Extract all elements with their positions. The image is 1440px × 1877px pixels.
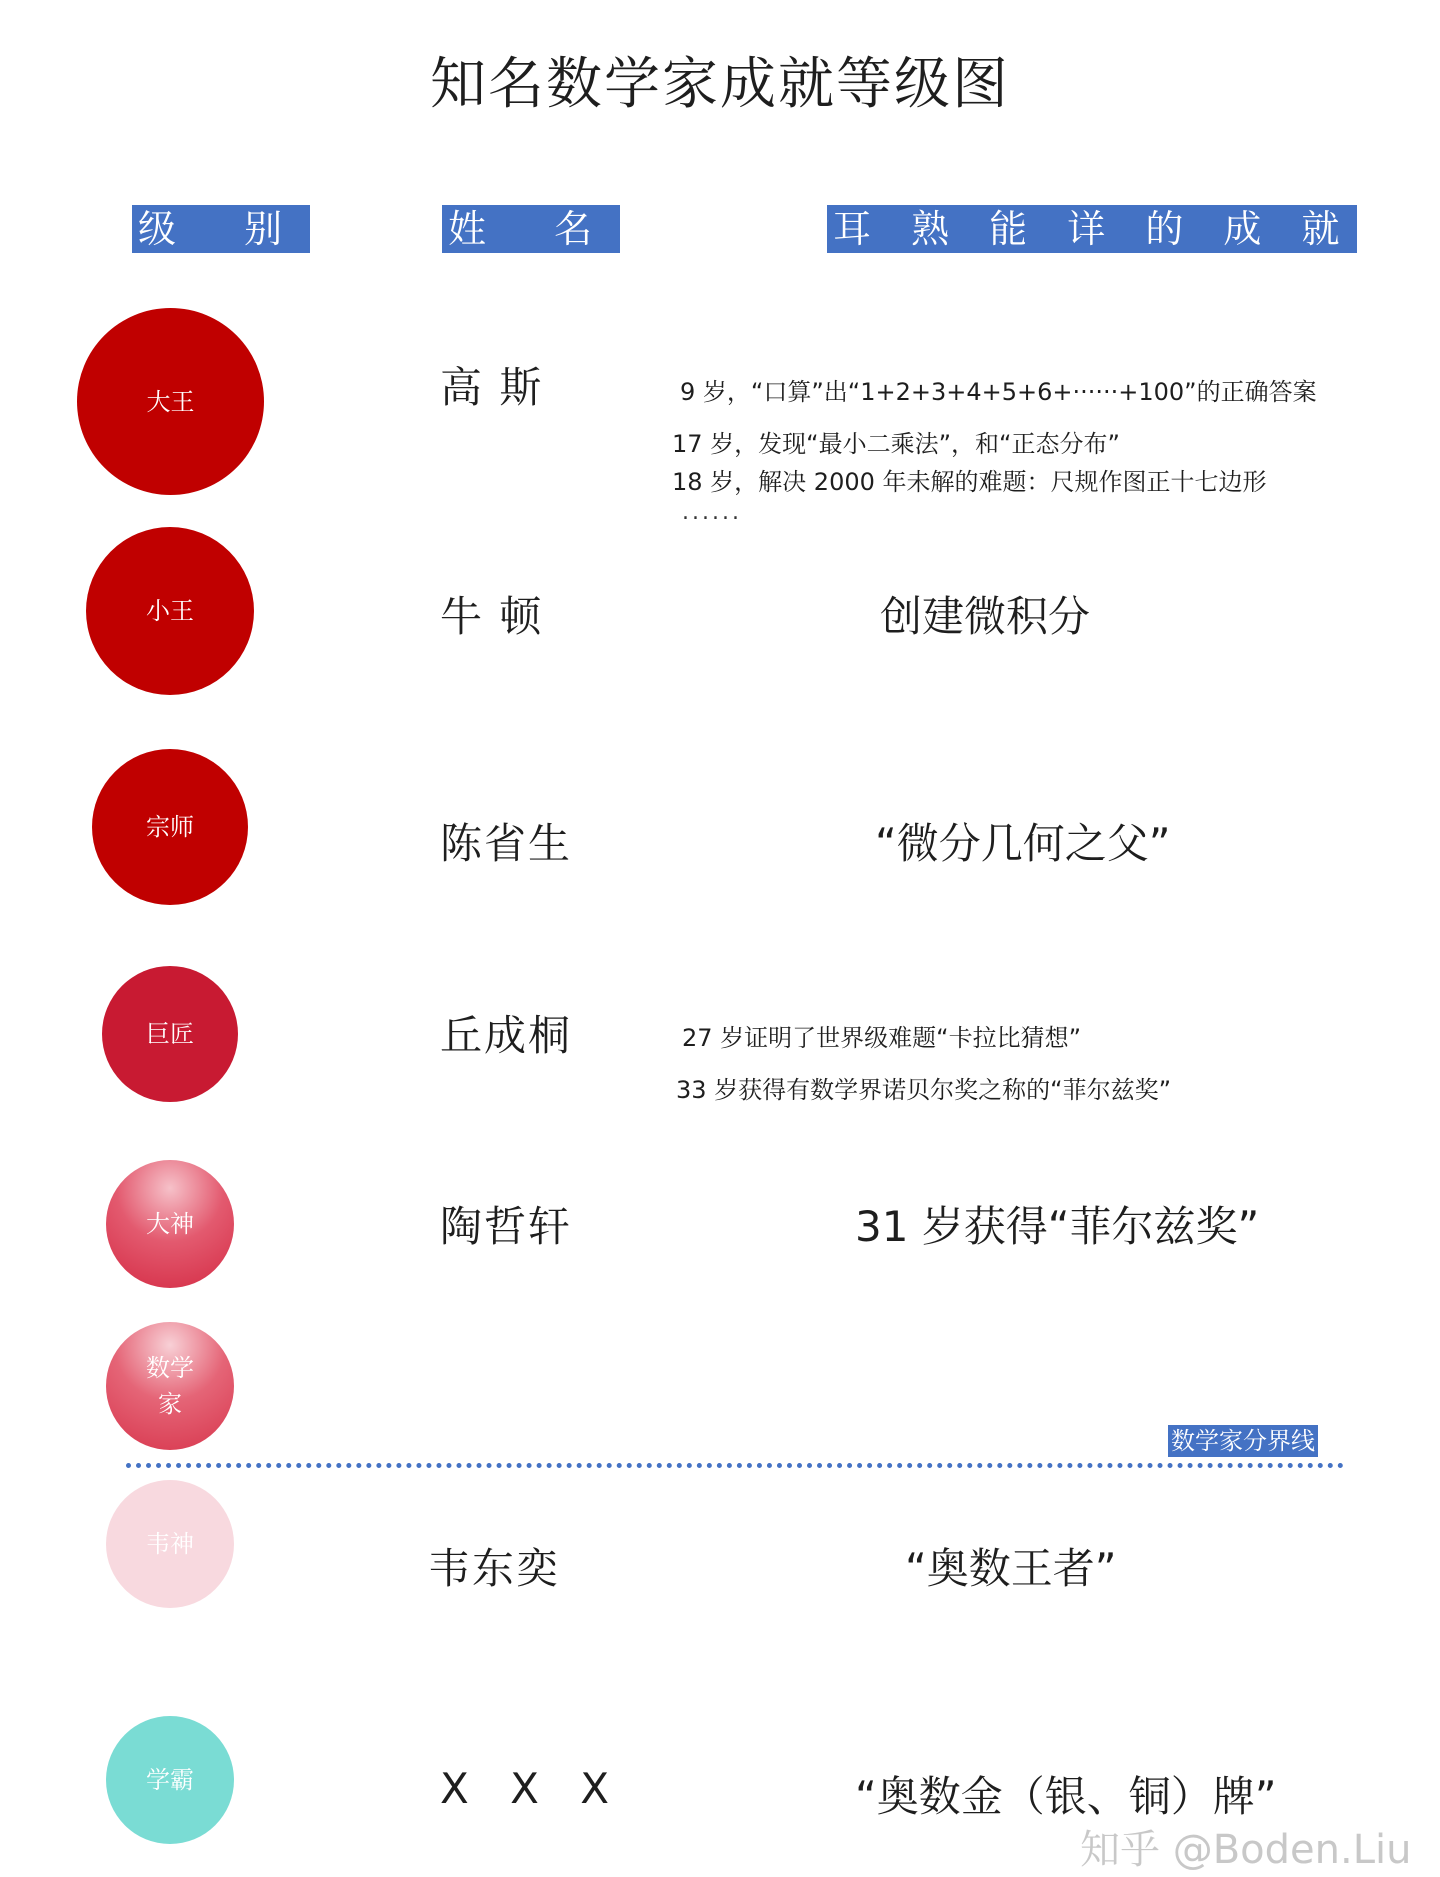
achievement-wei: “奥数王者” <box>905 1544 1117 1593</box>
achievement-gauss-1: 9 岁，“口算”出“1+2+3+4+5+6+······+100”的正确答案 <box>680 378 1317 406</box>
level-circle-shuxuejia-line1: 数学 <box>146 1354 194 1382</box>
header-achievement: 耳 熟 能 详 的 成 就 <box>827 205 1357 253</box>
level-circle-dawang: 大王 <box>77 308 264 495</box>
achievement-tao: 31 岁获得“菲尔兹奖” <box>855 1202 1260 1251</box>
level-circle-dashen: 大神 <box>106 1160 234 1288</box>
level-circle-xueba: 学霸 <box>106 1716 234 1844</box>
name-xxx: X X X <box>440 1764 624 1813</box>
achievement-xxx: “奥数金（银、铜）牌” <box>855 1772 1277 1821</box>
mathematician-divider-line <box>126 1463 1344 1468</box>
page-title: 知名数学家成就等级图 <box>430 52 1010 117</box>
name-newton: 牛 顿 <box>440 592 544 641</box>
header-level: 级 别 <box>132 205 310 253</box>
achievement-gauss-3: 18 岁，解决 2000 年未解的难题：尺规作图正十七边形 <box>672 468 1267 496</box>
divider-label: 数学家分界线 <box>1168 1425 1318 1457</box>
achievement-gauss-2: 17 岁，发现“最小二乘法”，和“正态分布” <box>672 430 1120 458</box>
name-gauss: 高 斯 <box>440 363 544 412</box>
achievement-newton: 创建微积分 <box>880 592 1091 641</box>
header-name: 姓 名 <box>442 205 620 253</box>
achievement-gauss-more: ...... <box>682 500 742 525</box>
watermark: 知乎 @Boden.Liu <box>1080 1827 1412 1873</box>
name-tao: 陶哲轩 <box>440 1202 573 1251</box>
name-wei: 韦东奕 <box>428 1544 561 1593</box>
name-yau: 丘成桐 <box>440 1011 573 1060</box>
achievement-yau-1: 27 岁证明了世界级难题“卡拉比猜想” <box>682 1024 1082 1052</box>
name-chern: 陈省生 <box>440 819 573 868</box>
level-circle-zongshi: 宗师 <box>92 749 248 905</box>
level-circle-jujiang: 巨匠 <box>102 966 238 1102</box>
level-circle-shuxuejia-line2: 家 <box>158 1390 182 1418</box>
level-circle-shuxuejia <box>106 1322 234 1450</box>
achievement-yau-2: 33 岁获得有数学界诺贝尔奖之称的“菲尔兹奖” <box>676 1076 1172 1104</box>
level-circle-xiaowang: 小王 <box>86 527 254 695</box>
level-circle-weishen: 韦神 <box>106 1480 234 1608</box>
achievement-chern: “微分几何之父” <box>875 819 1171 868</box>
